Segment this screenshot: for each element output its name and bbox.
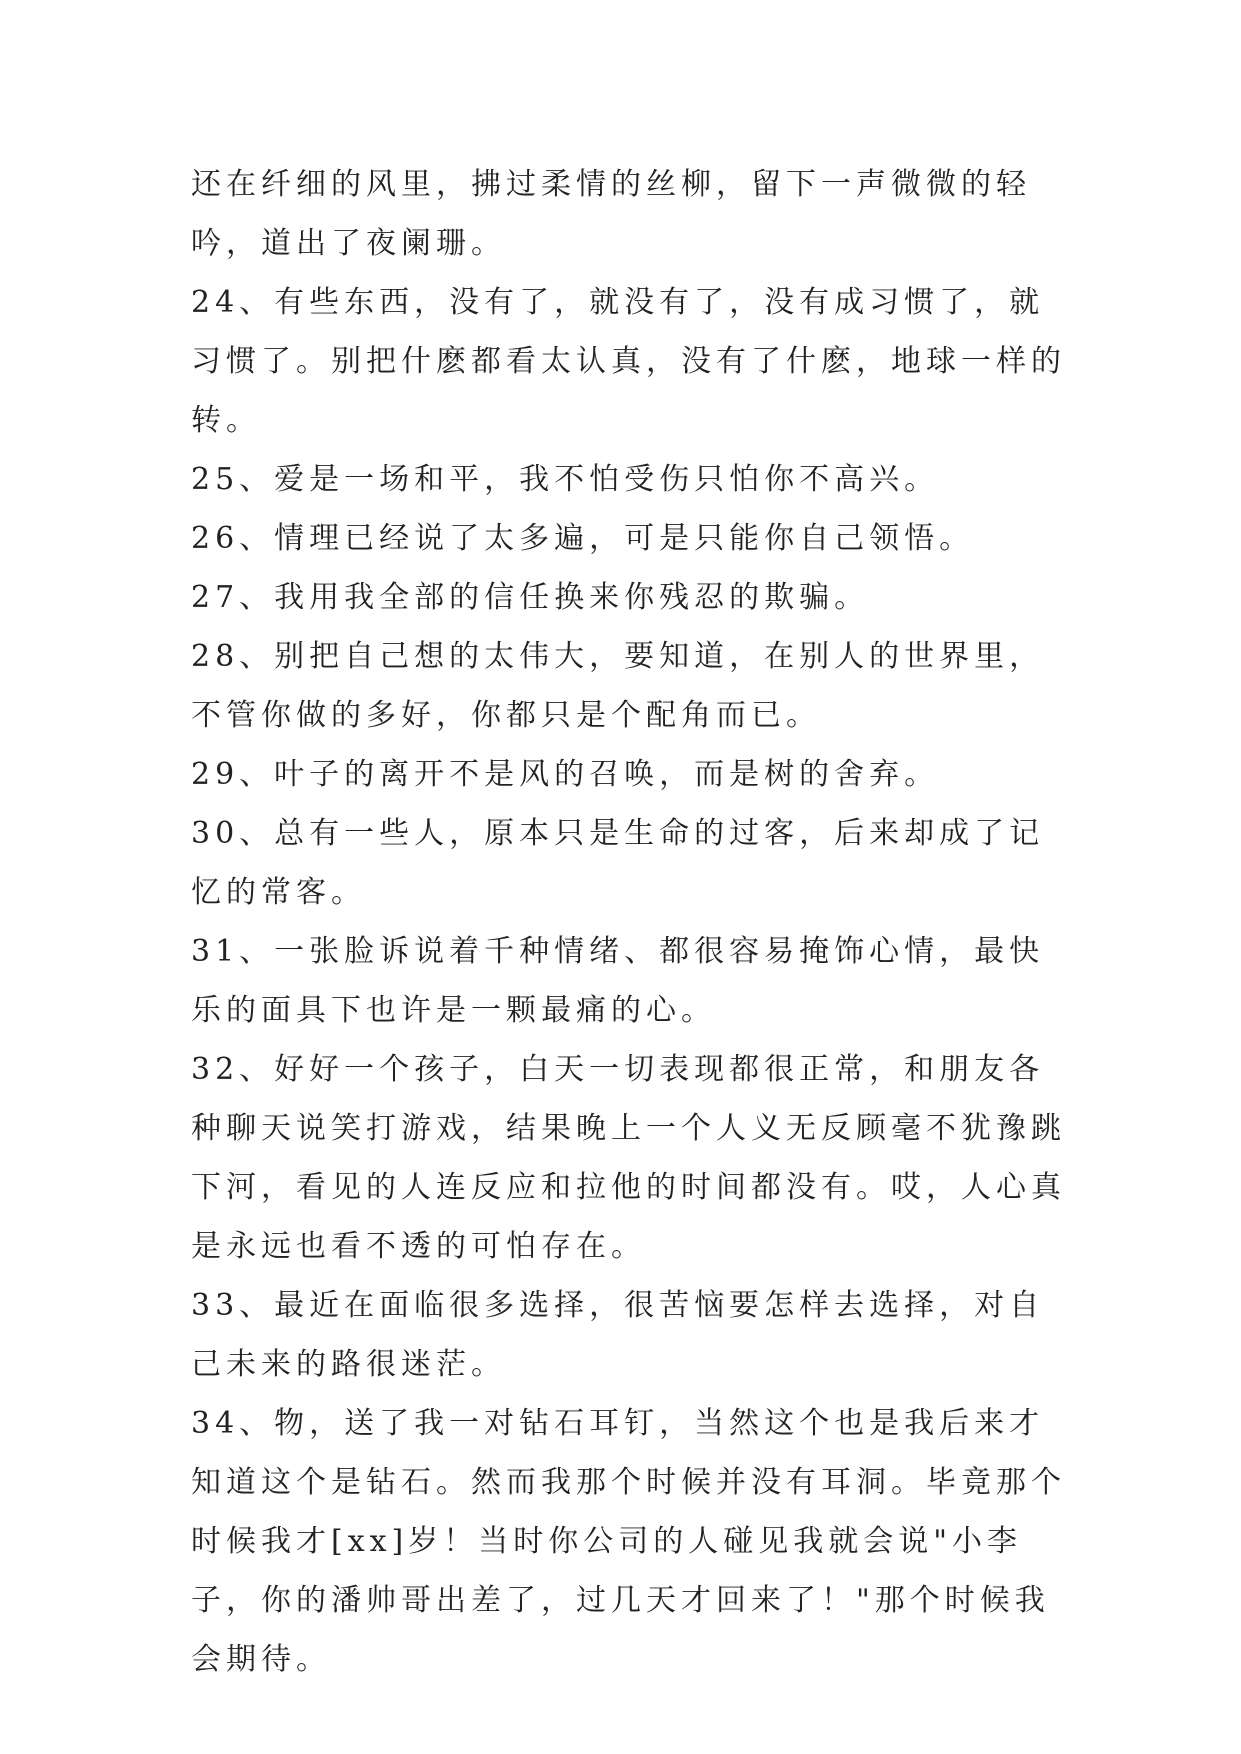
paragraph-29: 29、叶子的离开不是风的召唤，而是树的舍弃。 [191,757,940,792]
paragraph-33: 33、最近在面临很多选择，很苦恼要怎样去选择，对自己未来的路很迷茫。 [191,1288,1045,1382]
paragraph-26: 26、情理已经说了太多遍，可是只能你自己领悟。 [191,521,975,556]
paragraph-34: 34、物，送了我一对钻石耳钉，当然这个也是我后来才知道这个是钻石。然而我那个时候并没有耳洞。毕竟那个时候我才[xx]岁！当时你公司的人碰见我就会说"小李子，你的潘帅哥出差了，过几天才回来了！"那个时候我会期待。 [191,1406,1066,1677]
paragraph-24: 24、有些东西，没有了，就没有了，没有成习惯了，就习惯了。别把什麽都看太认真，没有了什麽，地球一样的转。 [191,285,1066,438]
paragraph-27: 27、我用我全部的信任换来你残忍的欺骗。 [191,580,870,615]
paragraph-25: 25、爱是一场和平，我不怕受伤只怕你不高兴。 [191,462,940,497]
paragraph-32: 32、好好一个孩子，白天一切表现都很正常，和朋友各种聊天说笑打游戏，结果晚上一个人义无反顾毫不犹豫跳下河，看见的人连反应和拉他的时间都没有。哎，人心真是永远也看不透的可怕存在。 [191,1052,1066,1264]
paragraph-28: 28、别把自己想的太伟大，要知道，在别人的世界里，不管你做的多好，你都只是个配角而已。 [191,639,1045,733]
paragraph-31: 31、一张脸诉说着千种情绪、都很容易掩饰心情，最快乐的面具下也许是一颗最痛的心。 [191,934,1045,1028]
paragraph-30: 30、总有一些人，原本只是生命的过客，后来却成了记忆的常客。 [191,816,1045,910]
document-body [191,155,1071,1689]
paragraph-continuation: 还在纤细的风里，拂过柔情的丝柳，留下一声微微的轻吟，道出了夜阑珊。 [191,167,1031,261]
